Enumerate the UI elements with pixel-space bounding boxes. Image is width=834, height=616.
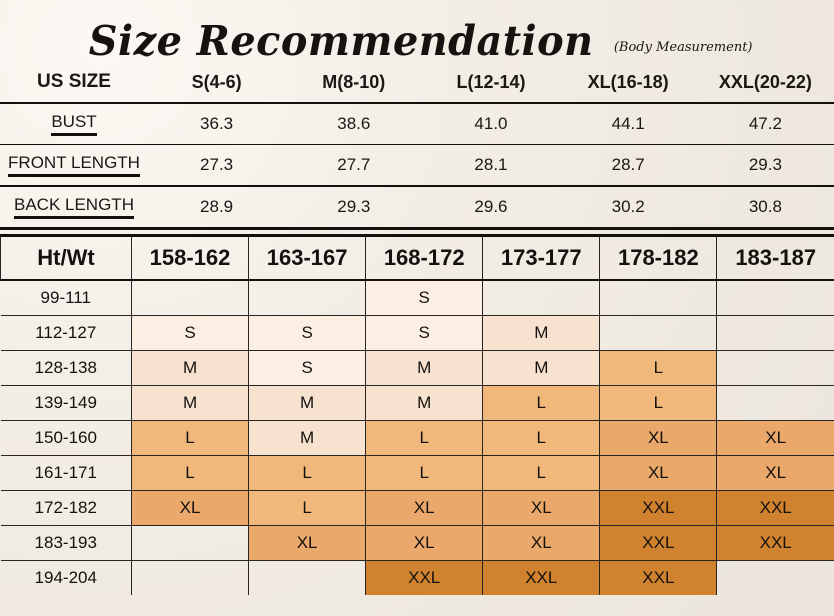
- grid-size-cell: S: [366, 280, 483, 316]
- measurement-table: [0, 62, 834, 230]
- grid-row-label: 161-171: [1, 456, 132, 491]
- grid-empty-cell: [132, 561, 249, 596]
- grid-row: [1, 386, 834, 421]
- grid-empty-cell: [249, 561, 366, 596]
- grid-empty-cell: [132, 280, 249, 316]
- measurement-row-label-text: BACK LENGTH: [14, 195, 134, 219]
- grid-size-cell: L: [366, 456, 483, 491]
- grid-size-cell: M: [132, 351, 249, 386]
- measurement-row-label: [0, 186, 148, 229]
- grid-empty-cell: [717, 280, 834, 316]
- measurement-cell: 30.2: [611, 197, 645, 216]
- page-title: [0, 6, 834, 65]
- grid-size-cell: XXL: [600, 526, 717, 561]
- measurement-cell: 30.8: [748, 197, 782, 216]
- grid-size-cell: L: [483, 386, 600, 421]
- grid-size-cell: XXL: [600, 561, 717, 596]
- measurement-cell: 28.9: [200, 197, 234, 216]
- measurement-row-label: [0, 145, 148, 187]
- measurement-cell: 27.3: [200, 155, 234, 174]
- grid-empty-cell: [483, 280, 600, 316]
- grid-empty-cell: [600, 316, 717, 351]
- measurement-cell: 28.1: [474, 155, 508, 174]
- grid-size-cell: L: [483, 456, 600, 491]
- grid-row: [1, 526, 834, 561]
- grid-corner-label: Ht/Wt: [1, 236, 132, 281]
- grid-size-cell: L: [600, 351, 717, 386]
- grid-size-cell: M: [483, 316, 600, 351]
- grid-size-cell: L: [249, 456, 366, 491]
- grid-size-cell: L: [600, 386, 717, 421]
- measurement-row-label-text: FRONT LENGTH: [8, 153, 140, 177]
- grid-empty-cell: [132, 526, 249, 561]
- measurement-cell: 28.7: [611, 155, 645, 174]
- grid-size-cell: S: [366, 316, 483, 351]
- grid-column-header: 178-182: [600, 236, 717, 281]
- measurement-cell: 29.6: [474, 197, 508, 216]
- grid-row-label: 150-160: [1, 421, 132, 456]
- grid-empty-cell: [249, 280, 366, 316]
- grid-size-cell: XXL: [366, 561, 483, 596]
- grid-row: [1, 456, 834, 491]
- grid-row-label: 139-149: [1, 386, 132, 421]
- grid-column-header: 163-167: [249, 236, 366, 281]
- grid-row-label: 128-138: [1, 351, 132, 386]
- measurement-cell: 29.3: [748, 155, 782, 174]
- grid-size-cell: XXL: [600, 491, 717, 526]
- measurement-cell: 27.7: [337, 155, 371, 174]
- grid-row: [1, 491, 834, 526]
- grid-size-cell: M: [132, 386, 249, 421]
- grid-row: [1, 351, 834, 386]
- grid-row: [1, 561, 834, 596]
- grid-row-label: 112-127: [1, 316, 132, 351]
- grid-size-cell: XL: [600, 456, 717, 491]
- measurement-row-label: [0, 103, 148, 145]
- measurement-row-front-length: [0, 145, 834, 187]
- measurement-row-back-length: [0, 186, 834, 229]
- grid-size-cell: XXL: [717, 526, 834, 561]
- measurement-cell: 38.6: [337, 114, 371, 133]
- grid-row: [1, 421, 834, 456]
- grid-size-cell: XL: [366, 491, 483, 526]
- grid-size-cell: XL: [483, 526, 600, 561]
- measurement-cell: 47.2: [748, 114, 782, 133]
- grid-size-cell: XL: [717, 456, 834, 491]
- measurement-header-size-s: S(4-6): [191, 71, 242, 92]
- measurement-cell: 29.3: [337, 197, 371, 216]
- grid-row: [1, 316, 834, 351]
- measurement-cell: 44.1: [611, 114, 645, 133]
- grid-size-cell: M: [483, 351, 600, 386]
- measurement-cell: 36.3: [200, 114, 234, 133]
- grid-size-cell: XL: [366, 526, 483, 561]
- grid-row-label: 183-193: [1, 526, 132, 561]
- grid-size-cell: L: [249, 491, 366, 526]
- grid-size-cell: XL: [483, 491, 600, 526]
- grid-size-cell: XXL: [717, 491, 834, 526]
- grid-row: [1, 280, 834, 316]
- grid-empty-cell: [717, 561, 834, 596]
- grid-size-cell: M: [366, 351, 483, 386]
- measurement-header-size-l: L(12-14): [456, 71, 526, 92]
- grid-empty-cell: [717, 386, 834, 421]
- measurement-cell: 41.0: [474, 114, 508, 133]
- title-subtitle-text: (Body Measurement): [613, 40, 753, 55]
- grid-size-cell: XL: [717, 421, 834, 456]
- grid-size-cell: XL: [132, 491, 249, 526]
- grid-size-cell: S: [249, 351, 366, 386]
- grid-size-cell: XXL: [483, 561, 600, 596]
- measurement-row-bust: [0, 103, 834, 145]
- grid-row-label: 172-182: [1, 491, 132, 526]
- grid-size-cell: XL: [600, 421, 717, 456]
- grid-size-cell: L: [132, 456, 249, 491]
- measurement-header-label: US SIZE: [37, 71, 111, 92]
- height-weight-grid: [0, 234, 834, 595]
- measurement-header-row: [0, 62, 834, 103]
- grid-empty-cell: [717, 351, 834, 386]
- grid-size-cell: S: [249, 316, 366, 351]
- grid-column-header: 158-162: [132, 236, 249, 281]
- grid-column-header: 183-187: [717, 236, 834, 281]
- grid-size-cell: XL: [249, 526, 366, 561]
- measurement-header-size-m: M(8-10): [322, 71, 386, 92]
- grid-size-cell: L: [483, 421, 600, 456]
- grid-size-cell: M: [249, 386, 366, 421]
- measurement-header-size-xxl: XXL(20-22): [718, 71, 812, 92]
- grid-size-cell: M: [249, 421, 366, 456]
- grid-size-cell: M: [366, 386, 483, 421]
- grid-column-header: 168-172: [366, 236, 483, 281]
- grid-row-label: 194-204: [1, 561, 132, 596]
- grid-size-cell: S: [132, 316, 249, 351]
- grid-size-cell: L: [132, 421, 249, 456]
- measurement-header-size-xl: XL(16-18): [587, 71, 669, 92]
- grid-empty-cell: [600, 280, 717, 316]
- grid-column-header: 173-177: [483, 236, 600, 281]
- grid-row-label: 99-111: [1, 280, 132, 316]
- measurement-row-label-text: BUST: [51, 112, 96, 136]
- grid-header-row: [1, 236, 834, 281]
- title-main-text: Size Recommendation: [89, 17, 595, 65]
- grid-empty-cell: [717, 316, 834, 351]
- grid-size-cell: L: [366, 421, 483, 456]
